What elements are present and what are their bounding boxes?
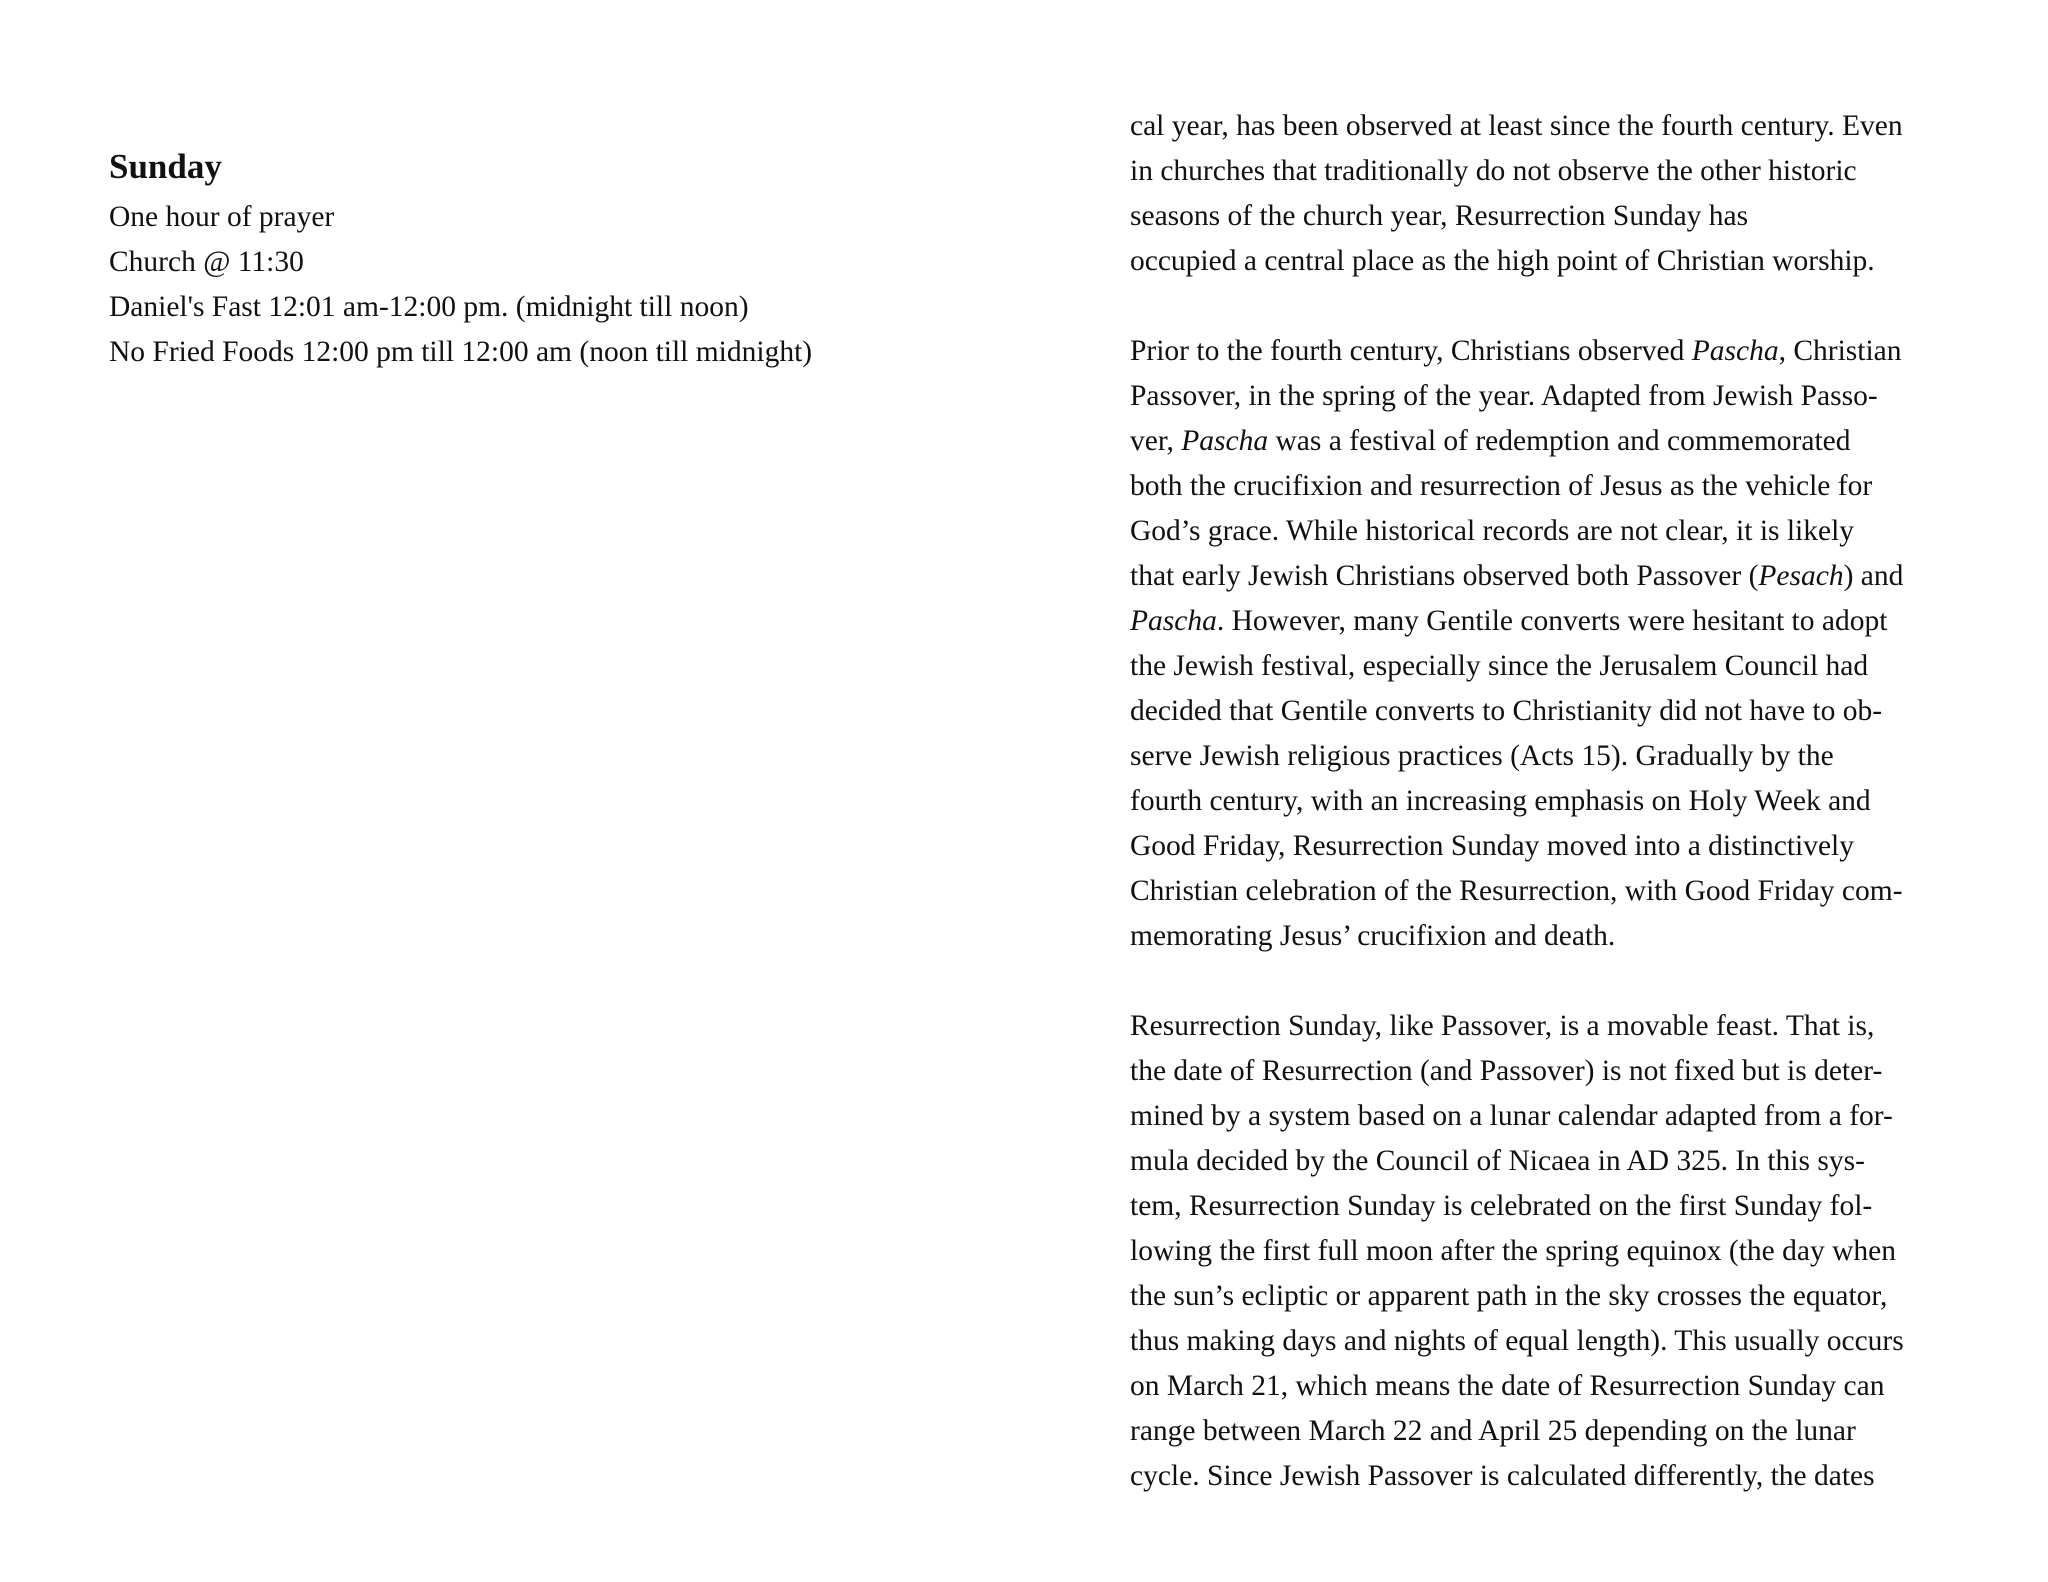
text-run: . However, many Gentile converts were hesitant to adopt <box>1216 605 1888 637</box>
text-line: cal year, has been observed at least since the fourth century. Even <box>1130 110 1903 142</box>
text-run: that early Jewish Christians observed both Passover ( <box>1130 560 1759 592</box>
schedule-title: Sunday <box>109 147 222 186</box>
text-line: both the crucifixion and resurrection of Jesus as the vehicle for <box>1130 470 1873 502</box>
text-line: the sun’s ecliptic or apparent path in the sky crosses the equator, <box>1130 1280 1888 1312</box>
text-line: the date of Resurrection (and Passover) is not fixed but is deter- <box>1130 1055 1883 1087</box>
text-run: , Christian <box>1778 335 1902 367</box>
text-run: was a festival of redemption and commemorated <box>1268 425 1851 457</box>
paragraph-2 <box>1130 329 2010 959</box>
schedule-line-fast: Daniel's Fast 12:01 am-12:00 pm. (midnight till noon) <box>109 291 749 323</box>
italic-term: Pesach <box>1758 560 1844 592</box>
text-line: cycle. Since Jewish Passover is calculated differently, the dates <box>1130 1460 1875 1492</box>
text-line: decided that Gentile converts to Christianity did not have to ob- <box>1130 695 1883 727</box>
text-line <box>1130 554 2010 599</box>
text-line <box>1130 419 2010 464</box>
text-line: lowing the first full moon after the spring equinox (the day when <box>1130 1235 1897 1267</box>
italic-term: Pascha <box>1181 425 1269 457</box>
text-line: the Jewish festival, especially since the Jerusalem Council had <box>1130 650 1869 682</box>
paragraph-1 <box>1130 104 2010 284</box>
paragraph-3 <box>1130 1004 2010 1499</box>
sunday-schedule <box>109 143 989 375</box>
text-line: God’s grace. While historical records are not clear, it is likely <box>1130 515 1855 547</box>
text-line: occupied a central place as the high point of Christian worship. <box>1130 245 1875 277</box>
text-line: Good Friday, Resurrection Sunday moved into a distinctively <box>1130 830 1855 862</box>
text-line: on March 21, which means the date of Resurrection Sunday can <box>1130 1370 1885 1402</box>
text-line <box>1130 329 2010 374</box>
schedule-line-prayer: One hour of prayer <box>109 201 335 233</box>
text-line: memorating Jesus’ crucifixion and death. <box>1130 920 1616 952</box>
text-line: thus making days and nights of equal length). This usually occurs <box>1130 1325 1904 1357</box>
text-line: serve Jewish religious practices (Acts 15). Gradually by the <box>1130 740 1834 772</box>
text-line: in churches that traditionally do not observe the other historic <box>1130 155 1857 187</box>
schedule-line-church: Church @ 11:30 <box>109 246 304 278</box>
text-line: mula decided by the Council of Nicaea in AD 325. In this sys- <box>1130 1145 1865 1177</box>
italic-term: Pascha <box>1691 335 1779 367</box>
text-line: mined by a system based on a lunar calendar adapted from a for- <box>1130 1100 1893 1132</box>
schedule-line-no-fried-foods: No Fried Foods 12:00 pm till 12:00 am (noon till midnight) <box>109 336 813 368</box>
text-line: Christian celebration of the Resurrection, with Good Friday com- <box>1130 875 1903 907</box>
text-line: Passover, in the spring of the year. Adapted from Jewish Passo- <box>1130 380 1878 412</box>
text-line: Resurrection Sunday, like Passover, is a movable feast. That is, <box>1130 1010 1875 1042</box>
text-run: ver, <box>1130 425 1182 457</box>
text-line <box>1130 599 2010 644</box>
text-line: seasons of the church year, Resurrection Sunday has <box>1130 200 1749 232</box>
text-line: range between March 22 and April 25 depending on the lunar <box>1130 1415 1856 1447</box>
text-run: ) and <box>1843 560 1904 592</box>
text-line: tem, Resurrection Sunday is celebrated on the first Sunday fol- <box>1130 1190 1873 1222</box>
italic-term: Pascha <box>1130 605 1217 637</box>
text-line: fourth century, with an increasing emphasis on Holy Week and <box>1130 785 1871 817</box>
article-text <box>1130 104 2010 1544</box>
text-run: Prior to the fourth century, Christians observed <box>1130 335 1692 367</box>
